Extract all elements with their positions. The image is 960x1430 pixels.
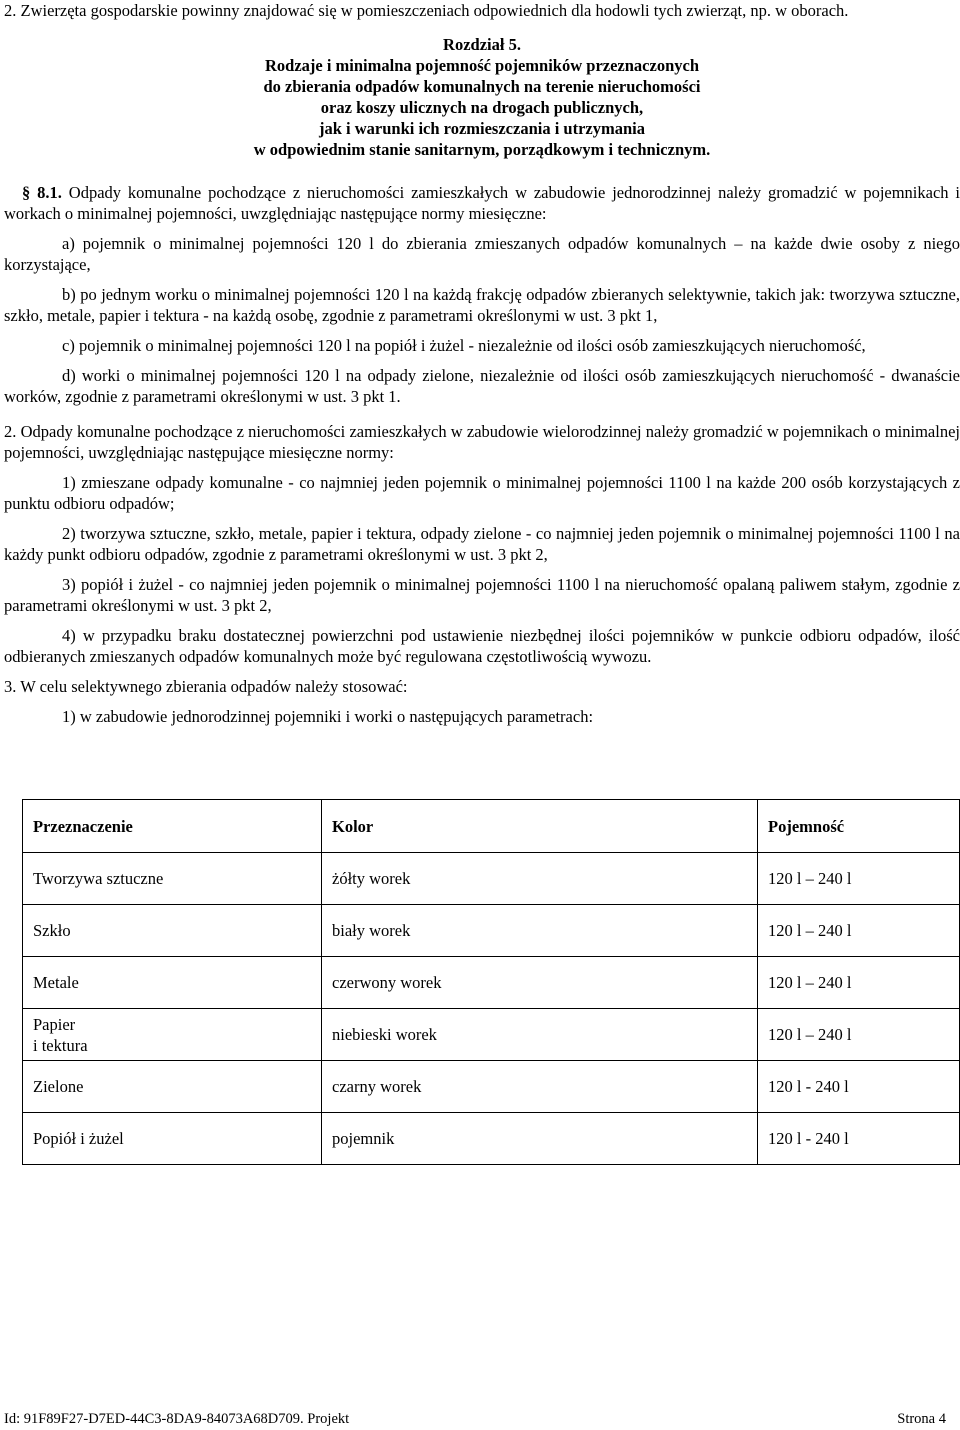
document-page [4, 0, 960, 727]
intro-paragraph: 2. Zwierzęta gospodarskie powinny znajdować się w pomieszczeniach odpowiednich dla hodowli tych zwierząt, np. w oborach. [4, 1, 849, 20]
footer-page-number: Strona 4 [897, 1411, 946, 1427]
list-item: 3) popiół i żużel - co najmniej jeden pojemnik o minimalnej pojemności 1100 l na nieruchomość opalaną paliwem stałym, zgodnie z parametrami określonymi w ust. 3 pkt 2, [4, 575, 960, 615]
paragraph-number: 1. [49, 183, 62, 202]
chapter-title-line: oraz koszy ulicznych na drogach publicznych, [320, 98, 644, 117]
table-cell: 120 l – 240 l [758, 1009, 960, 1061]
table-cell: 120 l - 240 l [758, 1061, 960, 1113]
table-cell: Szkło [23, 905, 322, 957]
list-item: 1) zmieszane odpady komunalne - co najmniej jeden pojemnik o minimalnej pojemności 1100 l na każde 200 osób korzystających z punktu odbioru odpadów; [4, 473, 960, 513]
table-cell: Zielone [23, 1061, 322, 1113]
table-cell: czerwony worek [322, 957, 758, 1009]
table-cell: biały worek [322, 905, 758, 957]
table-cell: Popiół i żużel [23, 1113, 322, 1165]
section-marker: § 8. [22, 183, 50, 202]
list-item: c) pojemnik o minimalnej pojemności 120 l na popiół i żużel - niezależnie od ilości osób zamieszkujących nieruchomość, [62, 336, 866, 355]
table-row [23, 1113, 960, 1165]
chapter-title-line: Rodzaje i minimalna pojemność pojemników przeznaczonych [264, 56, 699, 75]
table-cell: czarny worek [322, 1061, 758, 1113]
chapter-title-line: do zbierania odpadów komunalnych na terenie nieruchomości [263, 77, 701, 96]
table-cell: 120 l - 240 l [758, 1113, 960, 1165]
table-cell: pojemnik [322, 1113, 758, 1165]
footer-document-id: Id: 91F89F27-D7ED-44C3-8DA9-84073A68D709. Projekt [4, 1411, 350, 1427]
list-item: 2) tworzywa sztuczne, szkło, metale, papier i tektura, odpady zielone - co najmniej jeden pojemnik o minimalnej pojemności 1100 l na każdy punkt odbioru odpadów, zgodnie z parametrami określonymi w ust. 3 pkt 2, [4, 524, 960, 564]
table-header-cell: Przeznaczenie [23, 800, 322, 853]
chapter-title-line: w odpowiednim stanie sanitarnym, porządkowym i technicznym. [253, 140, 711, 159]
table-cell: Papier i tektura [23, 1009, 322, 1061]
table-cell: 120 l – 240 l [758, 957, 960, 1009]
section-8-paragraph-1 [4, 182, 960, 224]
list-item: 4) w przypadku braku dostatecznej powierzchni pod ustawienie niezbędnej ilości pojemników w punkcie odbioru odpadów, ilość odbieranych zmieszanych odpadów komunalnych może być regulowana częstotliwością wywozu. [4, 626, 960, 666]
paragraph-3: 3. W celu selektywnego zbierania odpadów należy stosować: [4, 677, 408, 696]
table-cell: 120 l – 240 l [758, 853, 960, 905]
table-cell: Metale [23, 957, 322, 1009]
table-header-cell: Pojemność [758, 800, 960, 853]
table-row [23, 1061, 960, 1113]
paragraph-2: 2. Odpady komunalne pochodzące z nieruchomości zamieszkałych w zabudowie wielorodzinnej należy gromadzić w pojemnikach o minimalnej pojemności, uwzględniając następujące miesięczne normy: [4, 422, 960, 462]
table-row [23, 905, 960, 957]
table-row [23, 1009, 960, 1061]
paragraph-text: Odpady komunalne pochodzące z nieruchomości zamieszkałych w zabudowie jednorodzinnej należy gromadzić w pojemnikach i workach o minimalnej pojemności, uwzględniając następujące normy miesięczne: [4, 183, 960, 223]
bins-parameters-table [22, 799, 960, 1165]
list-item: 1) w zabudowie jednorodzinnej pojemniki i worki o następujących parametrach: [62, 707, 594, 726]
table-cell: Tworzywa sztuczne [23, 853, 322, 905]
table-cell: 120 l – 240 l [758, 905, 960, 957]
chapter-title-line: jak i warunki ich rozmieszczania i utrzymania [318, 119, 645, 138]
list-item: a) pojemnik o minimalnej pojemności 120 l do zbierania zmieszanych odpadów komunalnych – na każde dwie osoby z niego korzystające, [4, 234, 960, 274]
table-cell: niebieski worek [322, 1009, 758, 1061]
chapter-heading [4, 34, 960, 160]
table-row [23, 853, 960, 905]
chapter-label: Rozdział 5. [443, 35, 521, 54]
list-item: d) worki o minimalnej pojemności 120 l na odpady zielone, niezależnie od ilości osób zamieszkujących nieruchomość - dwanaście worków, zgodnie z parametrami określonymi w ust. 3 pkt 1. [4, 366, 960, 406]
table-row [23, 957, 960, 1009]
table-cell: żółty worek [322, 853, 758, 905]
table-header-cell: Kolor [322, 800, 758, 853]
table-header-row [23, 800, 960, 853]
list-item: b) po jednym worku o minimalnej pojemności 120 l na każdą frakcję odpadów zbieranych selektywnie, takich jak: tworzywa sztuczne, szkło, metale, papier i tektura - na każdą osobę, zgodnie z parametrami określonymi w ust. 3 pkt 1, [4, 285, 960, 325]
